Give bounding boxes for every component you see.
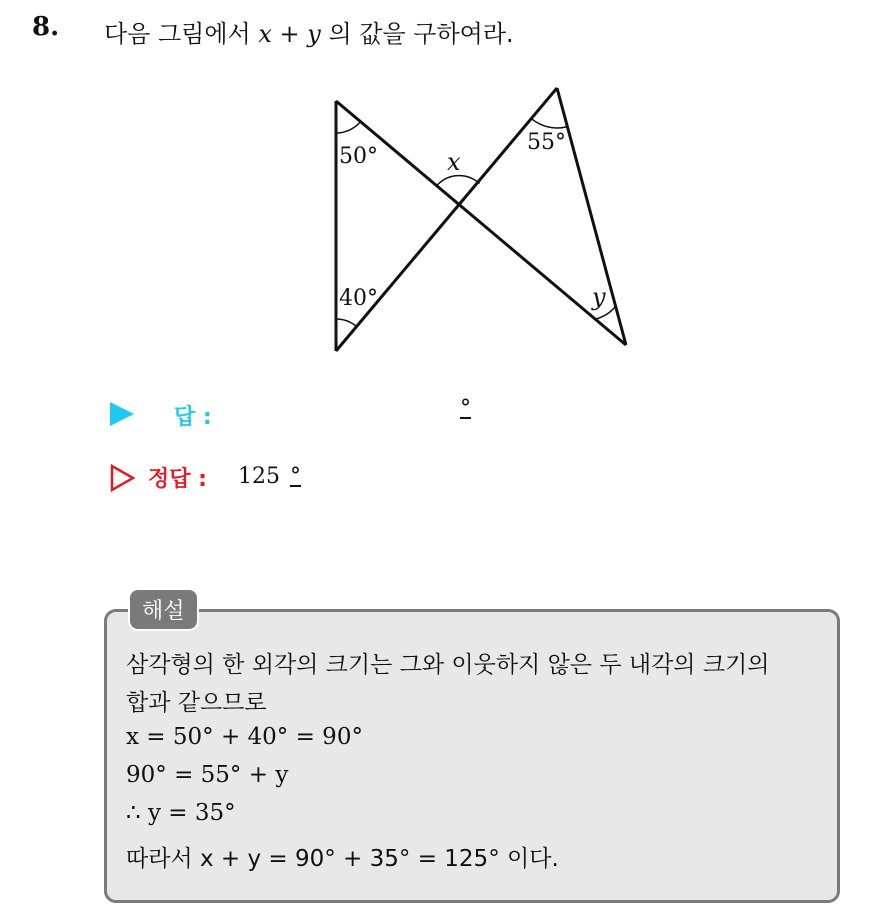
solution-tag: 해설 xyxy=(128,588,199,631)
arc-top-left xyxy=(336,122,361,133)
arc-top-right xyxy=(531,119,567,128)
question-text-before: 다음 그림에서 xyxy=(104,20,259,48)
label-50: 50° xyxy=(339,144,378,169)
label-55: 55° xyxy=(527,130,566,155)
question-text xyxy=(104,14,514,49)
correct-answer-unit: ° xyxy=(290,464,301,489)
label-x: x xyxy=(447,148,461,176)
arc-bottom-left xyxy=(336,319,357,327)
play-arrow-icon xyxy=(110,402,134,426)
answer-blank-unit: ° xyxy=(460,396,471,421)
solution-line-1: 삼각형의 한 외각의 크기는 그와 이웃하지 않은 두 내각의 크기의 xyxy=(126,652,770,678)
solution-line-2: 합과 같으므로 xyxy=(126,690,267,716)
diagonal-to-bottom-right xyxy=(336,101,626,345)
arc-cross xyxy=(437,176,480,186)
solution-line-4: 90° = 55° + y xyxy=(126,762,289,788)
figure-svg xyxy=(300,80,660,370)
correct-answer-label: 정답 : xyxy=(148,467,207,492)
label-y: y xyxy=(592,283,606,311)
question-number: 8. xyxy=(32,12,60,42)
outline-arrow-icon xyxy=(110,464,136,492)
question-expr: x + y xyxy=(258,20,321,48)
question-text-after: 의 값을 구하여라. xyxy=(320,20,514,48)
label-40: 40° xyxy=(339,286,378,311)
correct-answer-value xyxy=(238,464,301,489)
solution-line-6: 따라서 x + y = 90° + 35° = 125° 이다. xyxy=(126,846,559,872)
answer-label: 답 : xyxy=(174,405,212,430)
solution-line-5: ∴ y = 35° xyxy=(126,800,236,826)
solution-line-3: x = 50° + 40° = 90° xyxy=(126,724,363,750)
geometry-figure xyxy=(300,80,660,370)
correct-answer-number: 125 xyxy=(238,464,280,489)
